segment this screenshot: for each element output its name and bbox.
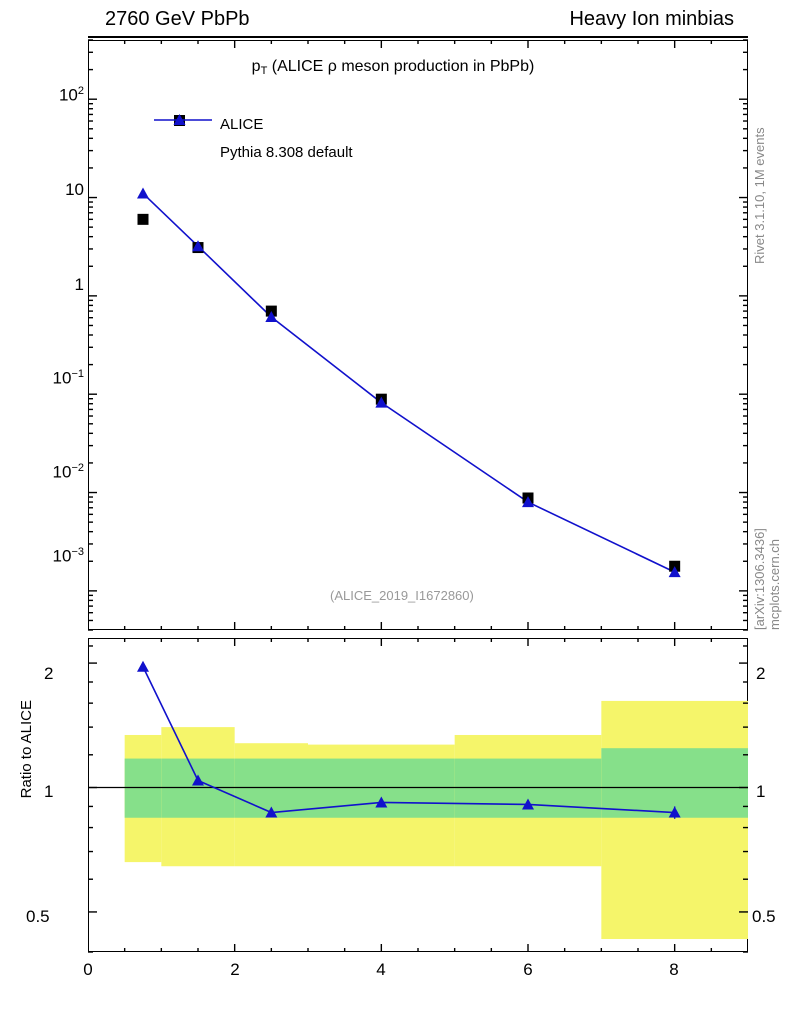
ratio-band-green-1 <box>161 759 234 818</box>
alice-marker-0 <box>138 214 149 225</box>
ratio-ytick-2-right: 2 <box>756 664 766 683</box>
pythia-marker-0 <box>137 187 149 198</box>
ratio-ytick-1-right: 1 <box>756 782 766 801</box>
xtick-8: 8 <box>669 960 679 979</box>
xtick-2: 2 <box>230 960 240 979</box>
ratio-band-green-0 <box>125 759 162 818</box>
ratio-ytick-2-left: 2 <box>44 664 54 683</box>
xtick-0: 0 <box>83 960 93 979</box>
ratio-ytick-05-left: 0.5 <box>26 907 50 926</box>
plot-title-main: p <box>251 58 261 75</box>
legend-label-alice: ALICE <box>220 115 264 133</box>
plot-title-rest: (ALICE ρ meson production in PbPb) <box>267 58 535 75</box>
ratio-ytick-1-left: 1 <box>44 782 54 801</box>
plot-title-sub: T <box>260 65 268 77</box>
ratio-band-green-3 <box>308 759 455 818</box>
ratio-marker-0 <box>137 661 149 672</box>
mcplots-label: mcplots.cern.ch <box>767 538 782 630</box>
ratio-axis-label: Ratio to ALICE <box>18 700 35 799</box>
rivet-version-label: Rivet 3.1.10, 1M events <box>752 127 767 264</box>
ratio-ytick-05-right: 0.5 <box>752 907 776 926</box>
ratio-band-yellow-5 <box>601 701 748 939</box>
legend-label-pythia: Pythia 8.308 default <box>220 143 353 161</box>
arxiv-label: [arXiv:1306.3436] <box>752 528 767 630</box>
ytick-1em1: $10^{-1}$ <box>52 368 84 388</box>
ytick-1: 1 <box>74 275 84 294</box>
ytick-1e2: $10^2$ <box>58 85 84 105</box>
analysis-watermark: (ALICE_2019_I1672860) <box>330 588 474 603</box>
ytick-10: 10 <box>65 180 84 199</box>
ytick-1em2: $10^{-2}$ <box>52 462 84 482</box>
xtick-4: 4 <box>376 960 386 979</box>
pythia-line-main <box>143 193 675 572</box>
header-right: Heavy Ion minbias <box>569 8 734 30</box>
header-left: 2760 GeV PbPb <box>105 8 250 30</box>
xtick-6: 6 <box>523 960 533 979</box>
ytick-1em3: $10^{-3}$ <box>52 546 84 566</box>
